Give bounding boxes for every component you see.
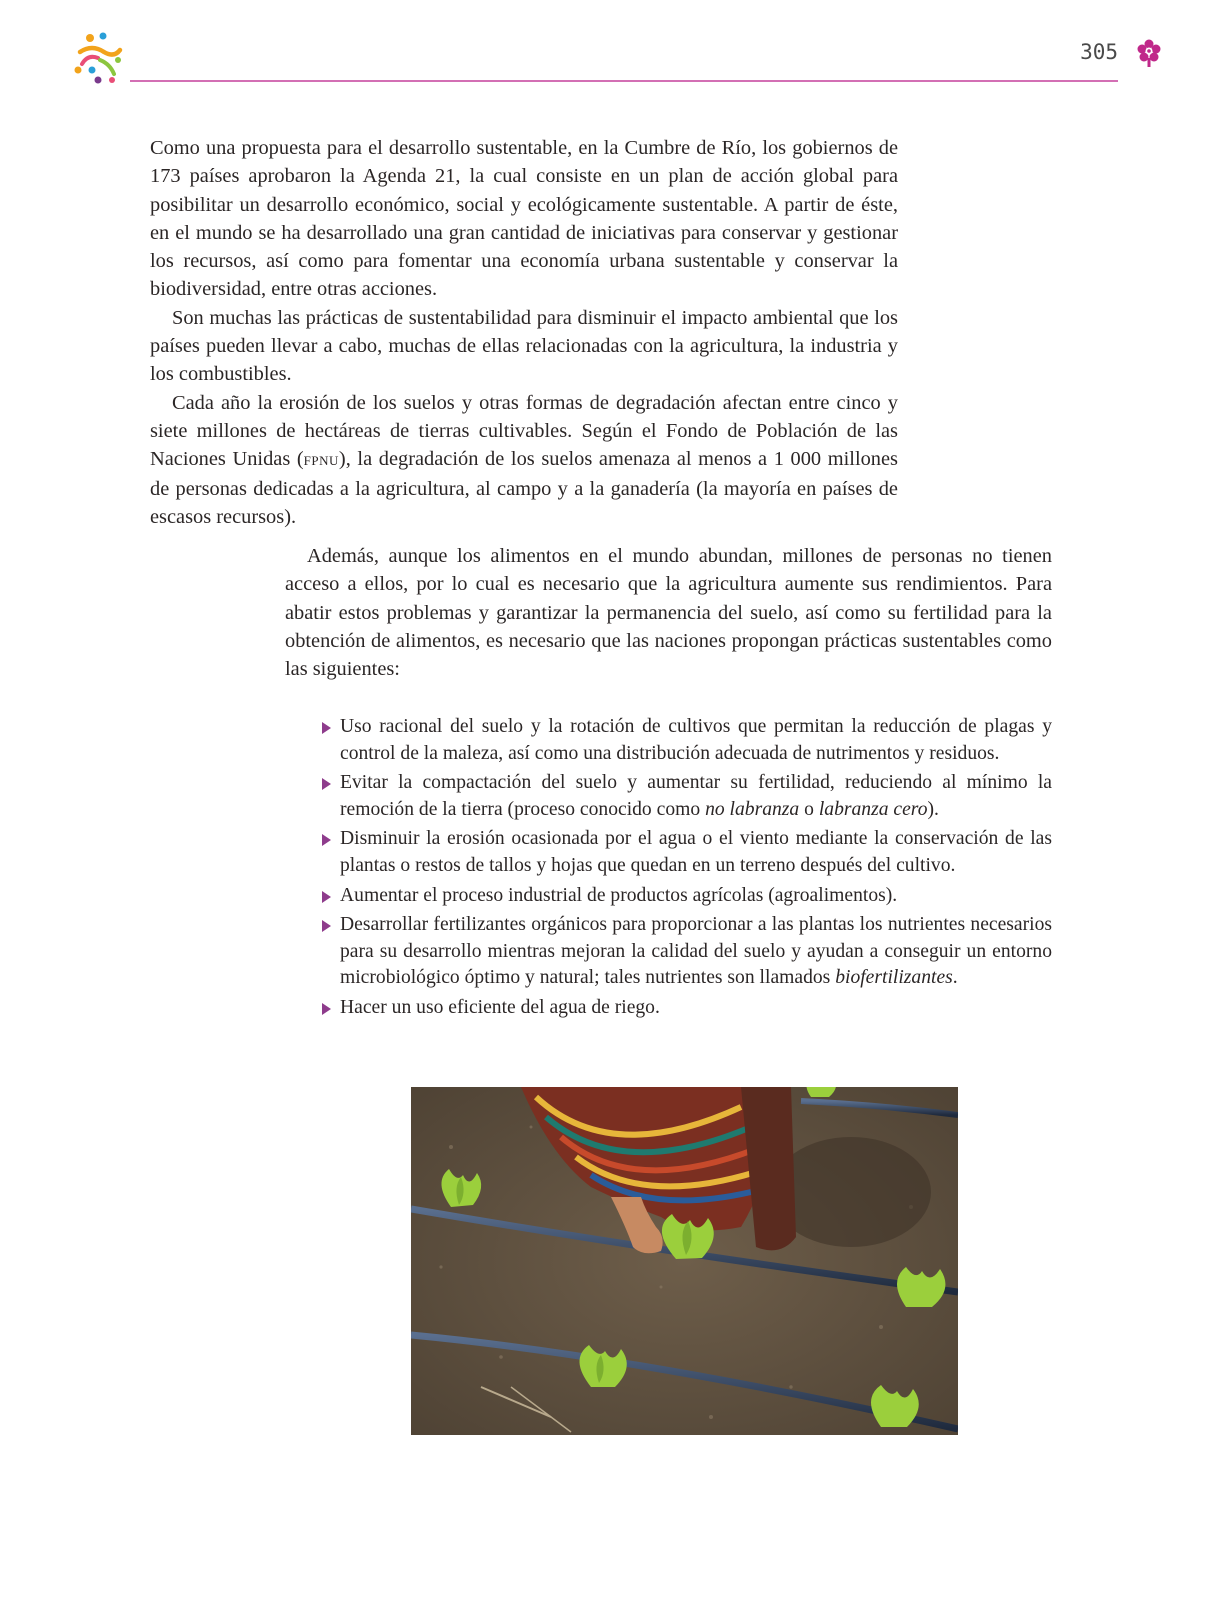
paragraph-soil-erosion: Cada año la erosión de los suelos y otras formas de degradación afectan entre cinco y siete millones de hectáreas de tierras cultivables. Según el Fondo de Población de las Naciones Unidas (fpnu), la degradación de los suelos amenaza al menos a 1 000 millones de personas dedicadas a la agricultura, al campo y a la ganadería (la mayoría en países de escasos recursos). [150,391,898,528]
main-text-block [150,134,898,531]
list-item: Uso racional del suelo y la rotación de cultivos que permitan la reducción de plagas y control de la maleza, así como una distribución adecuada de nutrimentos y residuos. [320,714,1052,767]
paragraph-food-access: Además, aunque los alimentos en el mundo abundan, millones de personas no tienen acceso a ellos, por lo cual es necesario que la agricultura aumente sus rendimientos. Para abatir estos problemas y garantizar la permanencia del suelo, así como su fertilidad para la obtención de alimentos, es necesario que las naciones propongan prácticas sustentables como las siguientes: [285,545,1052,681]
bullet-triangle-icon [322,920,331,932]
intro-text-block [285,542,1052,683]
list-item: Aumentar el proceso industrial de productos agrícolas (agroalimentos). [320,883,1052,910]
logo-icon [70,30,126,86]
bullet-triangle-icon [322,722,331,734]
bullet-triangle-icon [322,1003,331,1015]
paragraph-agenda-21: Como una propuesta para el desarrollo sustentable, en la Cumbre de Río, los gobiernos de 173 países aprobaron la Agenda 21, la cual consiste en un plan de acción global para posibilitar un desarrollo económico, social y ecológicamente sustentable. A partir de éste, en el mundo se ha desarrollado una gran cantidad de iniciativas para conservar y gestionar los recursos, así como para fomentar una economía urbana sustentable y conservar la biodiversidad, entre otras acciones. [150,137,898,301]
list-item: Disminuir la erosión ocasionada por el agua o el viento mediante la conservación de las plantas o restos de tallos y hojas que quedan en un terreno después del cultivo. [320,826,1052,879]
flower-icon [1136,38,1162,68]
bullet-triangle-icon [322,834,331,846]
farming-photo [411,1087,958,1435]
header-rule [130,80,1118,82]
bullet-triangle-icon [322,778,331,790]
paragraph-sustainability-practices: Son muchas las prácticas de sustentabilidad para disminuir el impacto ambiental que los países pueden llevar a cabo, muchas de ellas relacionadas con la agricultura, la industria y los combustibles. [150,306,898,386]
page-number: 305 [1080,40,1118,64]
list-item: Desarrollar fertilizantes orgánicos para proporcionar a las plantas los nutrientes necesarios para su desarrollo mientras mejoran la calidad del suelo y ayudan a conseguir un entorno microbiológico óptimo y natural; tales nutrientes son llamados biofertilizantes. [320,912,1052,992]
list-item: Hacer un uso eficiente del agua de riego. [320,995,1052,1022]
sustainable-practices-list [320,714,1052,1025]
acronym-fpnu: fpnu [303,449,339,471]
list-item: Evitar la compactación del suelo y aumentar su fertilidad, reduciendo al mínimo la remoción de la tierra (proceso conocido como no labranza o labranza cero). [320,770,1052,823]
bullet-triangle-icon [322,891,331,903]
